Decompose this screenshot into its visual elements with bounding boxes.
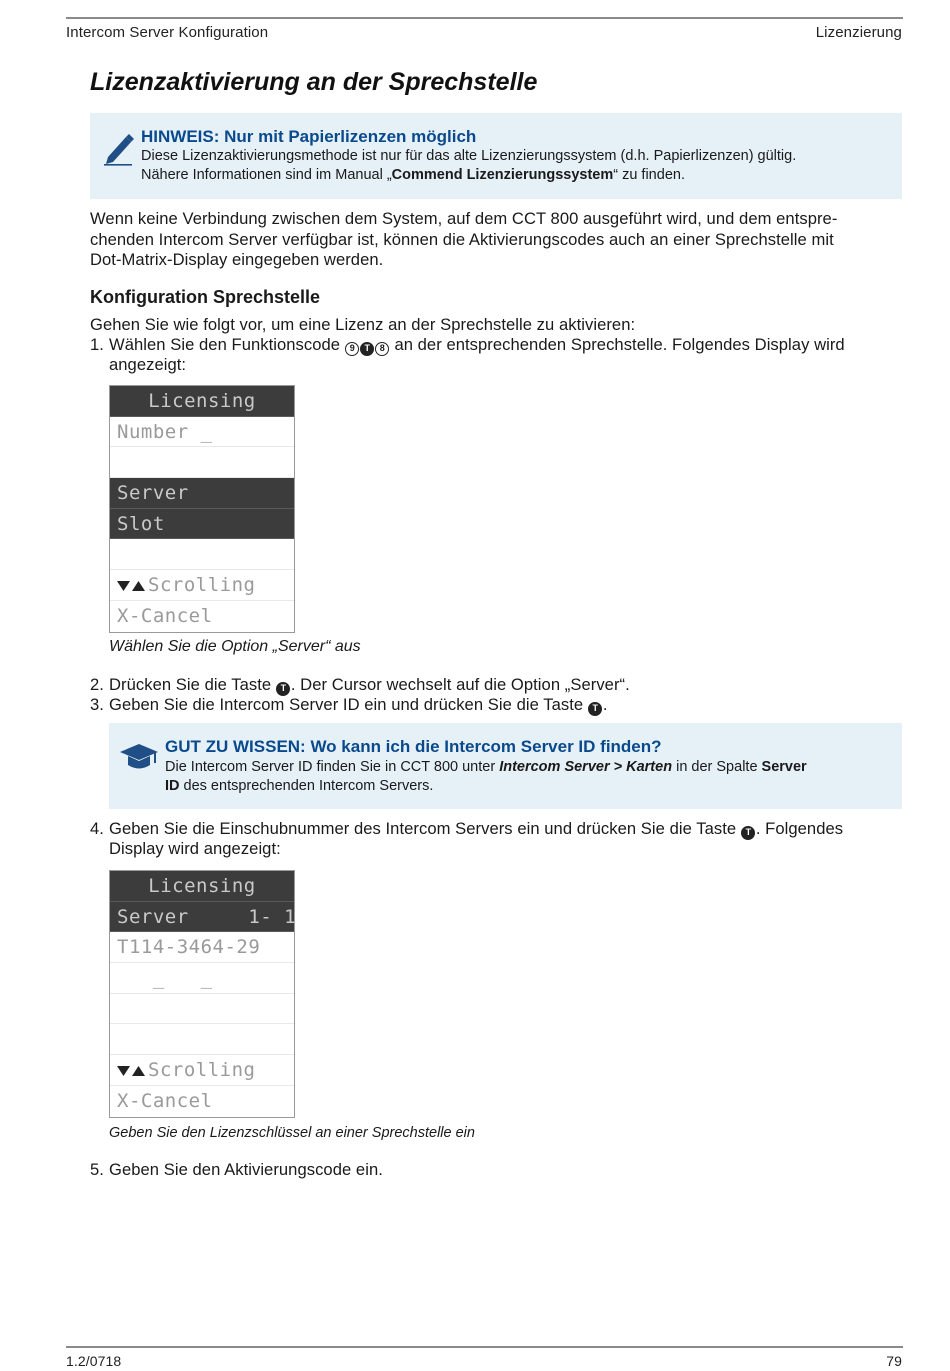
note-line-2: Nähere Informationen sind im Manual „Commend Lizenzierungssystem“ zu finden. [141, 167, 685, 183]
header-right: Lizenzierung [815, 24, 902, 41]
step-1: 1. Wählen Sie den Funktionscode 9 T 8 an der entsprechenden Sprechstelle. Folgendes Display wird [90, 335, 845, 354]
tip-line-2: ID des entsprechenden Intercom Servers. [165, 778, 434, 794]
key-9-icon: 9 [345, 342, 359, 356]
intro-line-2: chenden Intercom Server verfügbar ist, können die Aktivierungscodes auch an einer Sprechstelle mit [90, 230, 834, 249]
display-1-title: Licensing [110, 386, 294, 417]
step-4: 4. Geben Sie die Einschubnummer des Intercom Servers ein und drücken Sie die Taste T . Folgendes [90, 819, 844, 838]
tip-box [109, 723, 902, 809]
pencil-icon [102, 131, 136, 167]
step-4-line-2: Display wird angezeigt: [109, 839, 281, 858]
lead-text: Gehen Sie wie folgt vor, um eine Lizenz an der Sprechstelle zu aktivieren: [90, 315, 636, 334]
header-left: Intercom Server Konfiguration [66, 24, 269, 41]
scroll-arrows-icon [117, 1064, 145, 1078]
key-t-icon: T [360, 342, 374, 356]
display-2-row-key: T114-3464-29 [110, 932, 294, 963]
footer-left: 1.2/0718 [66, 1353, 122, 1369]
key-t-icon: T [741, 826, 755, 840]
key-t-icon: T [588, 702, 602, 716]
display-2-title: Licensing [110, 871, 294, 902]
display-1-row-scrolling: Scrolling [110, 570, 294, 601]
key-t-icon: T [276, 682, 290, 696]
display-2-row-empty-2 [110, 1024, 294, 1055]
display-2-row-empty [110, 994, 294, 1025]
display-2 [109, 870, 295, 1118]
display-2-row-server: Server 1- 1 [110, 902, 294, 933]
display-2-row-cursor: _ _ [110, 963, 294, 994]
step-1-line-2: angezeigt: [109, 355, 187, 374]
display-1 [109, 385, 295, 633]
tip-title: GUT ZU WISSEN: Wo kann ich die Intercom Server ID finden? [165, 737, 662, 756]
section-title: Konfiguration Sprechstelle [90, 287, 321, 307]
note-line-1: Diese Lizenzaktivierungsmethode ist nur für das alte Lizenzierungssystem (d.h. Papierlizenzen) gültig. [141, 148, 797, 164]
display-1-row-server: Server [110, 478, 294, 509]
intro-line-1: Wenn keine Verbindung zwischen dem System, auf dem CCT 800 ausgeführt wird, und dem entspre- [90, 209, 838, 228]
header-rule [66, 17, 903, 19]
display-2-row-scrolling: Scrolling [110, 1055, 294, 1086]
intro-line-3: Dot-Matrix-Display eingegeben werden. [90, 250, 384, 269]
display-1-row-cancel: X-Cancel [117, 604, 213, 627]
footer-page-number: 79 [886, 1353, 902, 1369]
note-title: HINWEIS: Nur mit Papierlizenzen möglich [141, 127, 477, 146]
display-2-row-cancel: X-Cancel [117, 1089, 213, 1112]
tip-line-1: Die Intercom Server ID finden Sie in CCT 800 unter Intercom Server > Karten in der Spalte Server [165, 759, 807, 775]
display-1-row-slot: Slot [110, 509, 294, 540]
key-8-icon: 8 [375, 342, 389, 356]
scroll-arrows-icon [117, 579, 145, 593]
caption-2: Geben Sie den Lizenzschlüssel an einer Sprechstelle ein [109, 1125, 475, 1141]
step-2: 2. Drücken Sie die Taste T . Der Cursor wechselt auf die Option „Server“. [90, 675, 630, 694]
graduation-cap-icon [119, 741, 159, 773]
display-1-row-empty-2 [110, 539, 294, 570]
page-title: Lizenzaktivierung an der Sprechstelle [90, 68, 538, 96]
footer-rule [66, 1346, 903, 1348]
note-box [90, 113, 902, 199]
step-3: 3. Geben Sie die Intercom Server ID ein und drücken Sie die Taste T . [90, 695, 608, 714]
display-1-row-empty [110, 447, 294, 478]
caption-1: Wählen Sie die Option „Server“ aus [109, 638, 361, 655]
step-5: 5. Geben Sie den Aktivierungscode ein. [90, 1160, 383, 1179]
display-1-row-number: Number _ [110, 417, 294, 448]
